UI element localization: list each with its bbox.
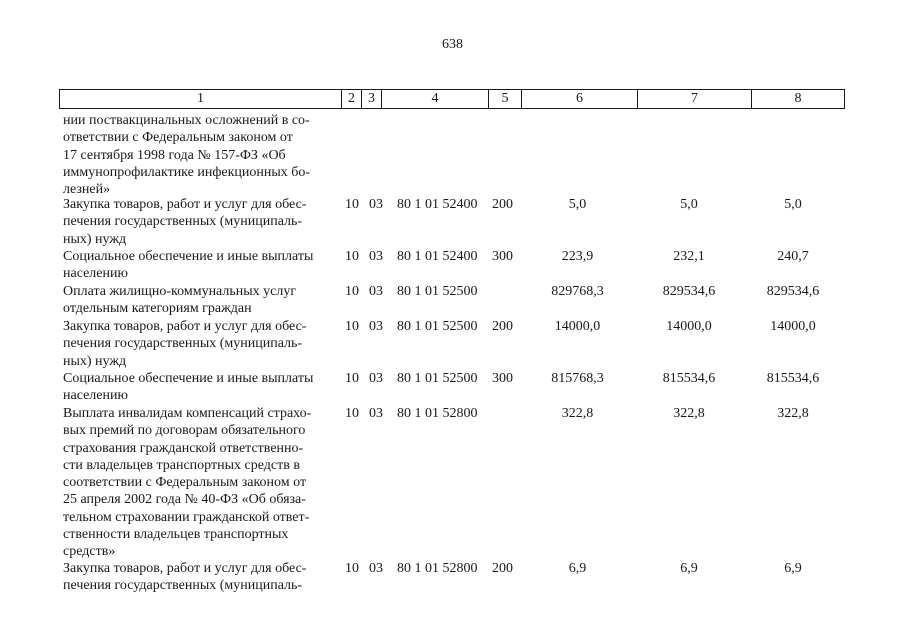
expense-type-code: 200 — [492, 561, 513, 576]
header-col-6: 6 — [522, 90, 638, 108]
page-number: 638 — [442, 37, 463, 52]
description-line: печения государственных (муниципаль- — [63, 578, 303, 594]
subsection-code: 03 — [369, 249, 383, 264]
row-description — [63, 196, 339, 248]
expense-type-code: 300 — [492, 371, 513, 386]
amount-col-7: 232,1 — [673, 249, 705, 264]
description-line: ных) нужд — [63, 231, 127, 247]
description-line: ответствии с Федеральным законом от — [63, 130, 293, 146]
amount-col-7: 815534,6 — [662, 371, 716, 386]
description-line: Закупка товаров, работ и услуг для обес- — [63, 197, 307, 212]
description-line: тельном страховании гражданской ответ- — [63, 509, 310, 525]
amount-col-8: 829534,6 — [766, 284, 820, 299]
description-line: ных) нужд — [63, 353, 127, 369]
expense-type-code: 300 — [492, 249, 513, 264]
description-line: лезней» — [63, 182, 111, 198]
amount-col-7: 829534,6 — [662, 284, 716, 299]
amount-col-8: 5,0 — [784, 197, 802, 212]
amount-col-7: 14000,0 — [666, 319, 712, 334]
expense-type-code: 200 — [492, 319, 513, 334]
amount-col-7: 6,9 — [680, 561, 698, 576]
description-line: ственности владельцев транспортных — [63, 527, 289, 543]
description-line: соответствии с Федеральным законом от — [63, 475, 307, 491]
description-line: Закупка товаров, работ и услуг для обес- — [63, 319, 307, 334]
amount-col-8: 6,9 — [784, 561, 802, 576]
header-col-4: 4 — [382, 90, 489, 108]
amount-col-6: 6,9 — [568, 561, 587, 576]
target-article-code: 80 1 01 52400 — [397, 197, 478, 212]
target-article-code: 80 1 01 52800 — [397, 406, 478, 421]
amount-col-6: 5,0 — [568, 197, 587, 212]
table-header — [59, 89, 845, 109]
subsection-code: 03 — [369, 371, 383, 386]
header-col-1: 1 — [60, 90, 342, 108]
amount-col-6: 815768,3 — [551, 371, 604, 386]
section-code: 10 — [345, 561, 359, 576]
amount-col-6: 14000,0 — [554, 319, 601, 334]
amount-col-7: 5,0 — [680, 197, 698, 212]
subsection-code: 03 — [369, 406, 383, 421]
amount-col-8: 240,7 — [777, 249, 809, 264]
target-article-code: 80 1 01 52500 — [397, 319, 478, 334]
target-article-code: 80 1 01 52800 — [397, 561, 478, 576]
subsection-code: 03 — [369, 197, 383, 212]
target-article-code: 80 1 01 52500 — [397, 284, 478, 299]
section-code: 10 — [345, 319, 359, 334]
section-code: 10 — [345, 284, 359, 299]
description-line: Социальное обеспечение и иные выплаты — [63, 371, 314, 386]
amount-col-6: 223,9 — [561, 249, 594, 264]
description-line: Закупка товаров, работ и услуг для обес- — [63, 561, 307, 576]
section-code: 10 — [345, 406, 359, 421]
row-description — [63, 112, 339, 198]
subsection-code: 03 — [369, 284, 383, 299]
description-line: Социальное обеспечение и иные выплаты — [63, 249, 314, 264]
description-line: печения государственных (муниципаль- — [63, 214, 303, 230]
description-line: вых премий по договорам обязательного — [63, 423, 306, 439]
header-col-8: 8 — [794, 91, 802, 106]
description-line: 17 сентября 1998 года № 157-ФЗ «Об — [63, 147, 286, 163]
row-description — [63, 248, 339, 283]
description-line: отдельным категориям граждан — [63, 301, 252, 317]
row-description — [63, 560, 339, 595]
expense-type-code: 200 — [492, 197, 513, 212]
amount-col-8: 322,8 — [777, 406, 809, 421]
row-description — [63, 283, 339, 318]
description-line: Выплата инвалидам компенсаций страхо- — [63, 406, 312, 421]
description-line: Оплата жилищно-коммунальных услуг — [63, 284, 297, 299]
amount-col-6: 322,8 — [561, 406, 594, 421]
amount-col-8: 815534,6 — [766, 371, 820, 386]
row-description — [63, 405, 339, 561]
header-col-7: 7 — [638, 90, 752, 108]
header-col-5: 5 — [489, 90, 522, 108]
description-line: средств» — [63, 544, 116, 560]
header-col-2: 2 — [342, 90, 362, 108]
description-line: населению — [63, 266, 128, 282]
subsection-code: 03 — [369, 561, 383, 576]
description-line: иммунопрофилактике инфекционных бо- — [63, 164, 311, 180]
section-code: 10 — [345, 371, 359, 386]
amount-col-6: 829768,3 — [551, 284, 604, 299]
subsection-code: 03 — [369, 319, 383, 334]
row-description — [63, 318, 339, 370]
description-line: печения государственных (муниципаль- — [63, 336, 303, 352]
description-line: 25 апреля 2002 года № 40-ФЗ «Об обяза- — [63, 492, 306, 508]
description-line: населению — [63, 388, 128, 404]
description-line: страхования гражданской ответственно- — [63, 440, 304, 456]
amount-col-8: 14000,0 — [770, 319, 816, 334]
header-col-3: 3 — [362, 90, 382, 108]
description-line: сти владельцев транспортных средств в — [63, 457, 300, 473]
amount-col-7: 322,8 — [673, 406, 705, 421]
description-line: нии поствакцинальных осложнений в со- — [63, 113, 310, 128]
section-code: 10 — [345, 197, 359, 212]
row-description — [63, 370, 339, 405]
section-code: 10 — [345, 249, 359, 264]
target-article-code: 80 1 01 52400 — [397, 249, 478, 264]
target-article-code: 80 1 01 52500 — [397, 371, 478, 386]
